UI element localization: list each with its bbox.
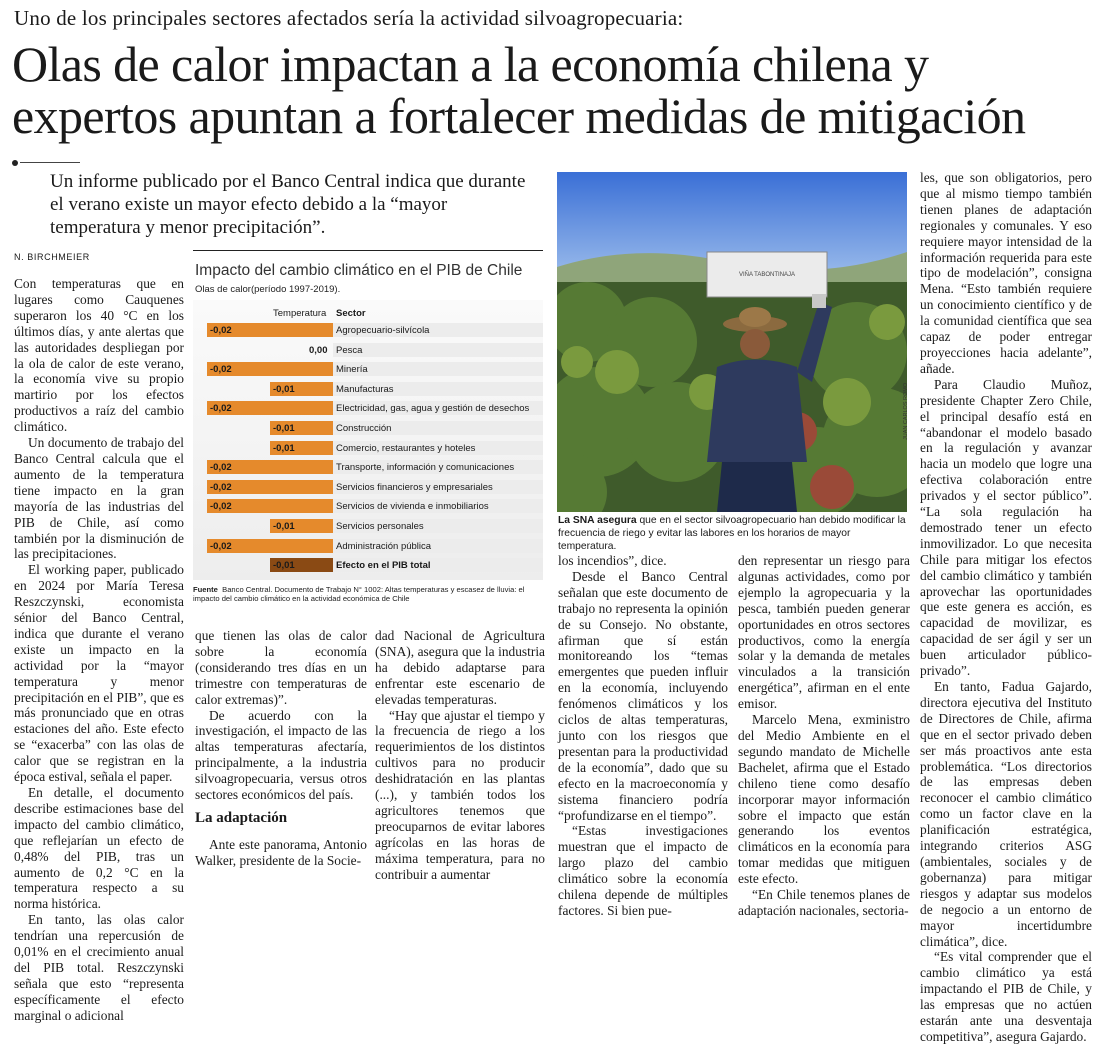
- chart-row: [193, 379, 543, 399]
- article-column-2: [195, 628, 367, 869]
- paragraph: Con temperaturas que en lugares como Cauquenes superaron los 40 °C en los últimos días, y ante alertas que las autoridades despliegan por la ola de calor de este verano, la economía vive su propio martirio por los efectos productivos a raíz del cambio climático.: [14, 276, 184, 435]
- paragraph: Marcelo Mena, exministro del Medio Ambiente en el segundo mandato de Michelle Bachelet, afirma que el Estado chileno tiene como desafío incorporar mayor información sobre el impacto que están generando los eventos climáticos en la economía para tomar medidas que mitiguen este efecto.: [738, 712, 910, 887]
- chart-value-label: -0,01: [273, 560, 295, 572]
- lead-rule: [20, 162, 80, 163]
- chart-value-label: -0,02: [210, 462, 232, 474]
- article-column-5: [738, 553, 910, 919]
- paragraph: De acuerdo con la investigación, el impacto de las altas temperaturas afectaría, principalmente, a la industria silvoagropecuaria, versus otros sectores económicos del país.: [195, 707, 367, 803]
- chart-category-label: Construcción: [336, 422, 392, 434]
- chart-row: [193, 477, 543, 497]
- chart-value-label: -0,02: [210, 325, 232, 336]
- chart-row: [193, 320, 543, 340]
- byline: N. BIRCHMEIER: [14, 252, 90, 262]
- chart-category-label: Electricidad, gas, agua y gestión de desechos: [336, 403, 530, 415]
- chart-subtitle: Olas de calor(período 1997-2019).: [195, 284, 341, 295]
- chart-source-text: Banco Central. Documento de Trabajo N° 1002: Altas temperaturas y escasez de lluvia: el impacto del cambio climático en la actividad económica de Chile: [193, 585, 525, 603]
- chart-category-label: Administración pública: [336, 540, 432, 552]
- chart-category-label: Manufacturas: [336, 383, 394, 395]
- chart-row: [193, 340, 543, 360]
- paragraph: “En Chile tenemos planes de adaptación nacionales, sectoria-: [738, 887, 910, 918]
- paragraph: El working paper, publicado en 2024 por María Teresa Reszczynski, economista sénior del Banco Central, indica que durante el verano existe un impacto en la actividad por la “mayor temperatura y menor precipitación en el PIB”, que es más pronunciado que en otras estaciones del año. Este efecto se “exacerba” con las olas de calor que se registran en la época estival, señala el paper.: [14, 562, 184, 785]
- chart-category-label: Servicios financieros y empresariales: [336, 481, 493, 493]
- chart-header: [193, 306, 543, 320]
- chart-value-label: -0,01: [273, 422, 295, 434]
- headline: Olas de calor impactan a la economía chilena y expertos apuntan a fortalecer medidas de mitigación: [12, 36, 1026, 144]
- article-photo: [557, 172, 907, 512]
- paragraph: Ante este panorama, Antonio Walker, presidente de la Socie-: [195, 836, 367, 868]
- chart-row: [193, 536, 543, 556]
- chart-category-label: Efecto en el PIB total: [336, 560, 431, 572]
- climate-gdp-chart: [193, 250, 543, 610]
- paragraph: den representar un riesgo para algunas actividades, como por ejemplo la agropecuaria y la pesca, también pueden generar oportunidades en otros sectores productivos, como la energía solar y la demanda de metales vinculados a la transición energética”, afirman en el ente emisor.: [738, 553, 910, 712]
- paragraph: “Estas investigaciones muestran que el impacto de largo plazo del cambio climático sobre la economía chilena depende de múltiples factores. Si bien pue-: [558, 823, 728, 918]
- chart-row: [193, 496, 543, 516]
- chart-category-label: Servicios personales: [336, 520, 424, 532]
- photo-caption-lead: La SNA asegura: [558, 515, 637, 526]
- paragraph: “Es vital comprender que el cambio climático ya está impactando el PIB de Chile, y las empresas que no actúen estarán ante una desventaja competitiva”, asegura Gajardo.: [920, 949, 1092, 1044]
- chart-category-label: Pesca: [336, 344, 363, 356]
- kicker: Uno de los principales sectores afectados sería la actividad silvoagropecuaria:: [14, 6, 684, 30]
- paragraph: les, que son obligatorios, pero que al mismo tiempo también tienen planes de adaptación regionales y comunales. Y eso requiere mayor intensidad de la información requerida para este tipo de modelación”, consigna Mena. “Esto también requiere un conocimiento científico y de la comunidad científica que sea capaz de poder entregar proyecciones hacia adelante”, añade.: [920, 170, 1092, 376]
- crate-label: VIÑA TABONTINAJA: [738, 272, 796, 278]
- chart-value-label: -0,02: [210, 403, 232, 415]
- lead-bullet: [12, 160, 18, 166]
- chart-value-label: -0,01: [273, 442, 295, 454]
- paragraph: En detalle, el documento describe estimaciones base del impacto del cambio climático, que reflejarían un efecto de 0,48% del PIB, tras un aumento de 0,2 °C en la temperatura respecto a su norma histórica.: [14, 785, 184, 912]
- paragraph: En tanto, Fadua Gajardo, directora ejecutiva del Instituto de Directores de Chile, afirma que en el sector privado deben ser más proactivos ante esta problemática. “Los directorios de las empresas deben reconocer el cambio climático como un factor clave en la planificación estratégica, integrando criterios ASG (ambientales, sociales y de gobernanza) para mitigar riesgos y adaptar sus modelos de negocio a un entorno de mayor incertidumbre climática”, dice.: [920, 679, 1092, 949]
- article-column-1: [14, 276, 184, 1024]
- chart-row: [193, 398, 543, 418]
- chart-value-label: -0,02: [210, 481, 232, 493]
- chart-header-label: Sector: [336, 308, 366, 319]
- paragraph: los incendios”, dice.: [558, 553, 667, 568]
- chart-value-label: -0,02: [210, 364, 232, 376]
- chart-row: [193, 418, 543, 438]
- photo-caption-text: que en el sector silvoagropecuario han debido modificar la frecuencia de riego y evitar las labores en los horarios de mayor temperatura.: [558, 515, 906, 552]
- chart-title: Impacto del cambio climático en el PIB de Chile: [195, 262, 523, 279]
- chart-row: [193, 555, 543, 575]
- section-heading: La adaptación: [195, 809, 288, 826]
- paragraph: que tienen las olas de calor sobre la economía (considerando tres días en un trimestre con temperaturas de calor extremas)”.: [195, 628, 367, 707]
- chart-category-label: Agropecuario-silvícola: [336, 325, 430, 336]
- paragraph: Desde el Banco Central señalan que este documento de trabajo no representa la opinión de su Consejo. No obstante, afirman que sí están monitoreando los “temas emergentes que pueden influir en la economía, incluyendo fenómenos climáticos y los ciclos de altas temperaturas, junto con los riesgos que presentan para la productividad de la economía”, dado que su efecto en la macroeconomía y sistema financiero podría “profundizarse en el tiempo”.: [558, 568, 728, 823]
- paragraph: Para Claudio Muñoz, presidente Chapter Zero Chile, el principal desafío está en “abandonar el modelo basado en la regulación y avanzar hacia un modelo que logre una efectiva colaboración entre privados y el sector público”. “La sola regulación ha demostrado tener un efecto inmovilizador. Lo que necesita Chile para mitigar los efectos del cambio climático y también aprovechar las oportunidades que este genera es acción, es capacidad de movilizar, es capacidad de ser ágil y ser un buen articulador público-privado”.: [920, 376, 1092, 679]
- chart-rows: [193, 306, 543, 575]
- chart-row: [193, 359, 543, 379]
- chart-top-rule: [193, 250, 543, 251]
- paragraph: En tanto, las olas calor tendrían una repercusión de 0,01% en el crecimiento anual del PIB total. Reszczynski señala que esto “representa específicamente el efecto marginal o adicional: [14, 912, 184, 1023]
- chart-row-band: [333, 343, 543, 357]
- chart-value-label: -0,01: [273, 520, 295, 532]
- chart-source: [193, 585, 543, 603]
- chart-row: [193, 516, 543, 536]
- chart-category-label: Transporte, información y comunicaciones: [336, 462, 515, 474]
- lead-paragraph: Un informe publicado por el Banco Central indica que durante el verano existe un mayor efecto debido a la “mayor temperatura y menor precipitación”.: [50, 171, 526, 238]
- chart-value-label: 0,00: [309, 344, 328, 356]
- chart-source-label: Fuente: [193, 585, 218, 594]
- chart-category-label: Servicios de vivienda e inmobiliarios: [336, 501, 489, 513]
- paragraph: “Hay que ajustar el tiempo y la frecuencia de riego a los requerimientos de los distintos cultivos para no producir deshidratación en las plantas (...), y también todos los agricultores tenemos que preocuparnos de evitar labores agrícolas en las horas de máxima temperatura, para no contribuir a aumentar: [375, 707, 545, 882]
- chart-category-label: Comercio, restaurantes y hoteles: [336, 442, 476, 454]
- worker-photo: [557, 172, 907, 512]
- paragraph: dad Nacional de Agricultura (SNA), asegura que la industria ha debido adaptarse para enfrentar este escenario de elevadas temperaturas.: [375, 628, 545, 707]
- article-column-6: [920, 170, 1092, 1045]
- photo-caption: [558, 514, 908, 553]
- article-column-4: [558, 553, 728, 919]
- article-column-3: [375, 628, 545, 883]
- chart-value-label: -0,01: [273, 383, 295, 395]
- chart-row: [193, 457, 543, 477]
- chart-header-value: Temperatura: [273, 308, 327, 319]
- chart-row: [193, 438, 543, 458]
- photo-credit: JUAN CARLOS ROMO: [903, 382, 909, 440]
- chart-value-label: -0,02: [210, 501, 232, 513]
- paragraph: Un documento de trabajo del Banco Central calcula que el aumento de la temperatura tiene impacto en la gran mayoría de las industrias del PIB de Chile, así como también por la disminución de las precipitaciones.: [14, 435, 184, 562]
- chart-value-label: -0,02: [210, 540, 232, 552]
- chart-category-label: Minería: [336, 364, 368, 376]
